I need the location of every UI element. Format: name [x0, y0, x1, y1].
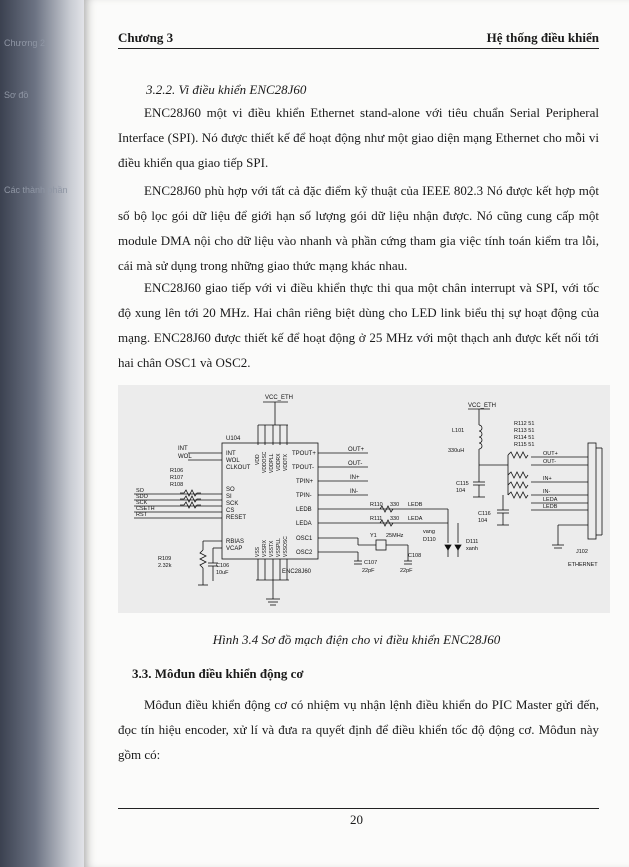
spine-ghost-text: Các thành phần: [4, 185, 68, 195]
ethernet-connector: [588, 443, 596, 539]
paragraph: ENC28J60 một vi điều khiển Ethernet stand-alone với tiêu chuẩn Serial Peripheral Interface (SPI). Nó được thiết kế để hoạt động như một giao diện mạng Ethernet cho mỗi vi điều khiển qua giao tiếp SPI.: [118, 105, 599, 170]
resistor-label: R114 51: [514, 435, 535, 441]
paragraph: ENC28J60 phù hợp với tất cả đặc điểm kỹ thuật của IEEE 802.3 Nó được kết hợp một số bộ lọc gói dữ liệu để giới hạn số lượng gói dữ liệu nhận được. Nó cũng cung cấp một module DMA nội cho dữ liệu vào nhanh và phần cứng tham gia việc tính toán kiểm tra lỗi, cái mà sử dụng trong những giao thức mạng khác nhau.: [118, 183, 599, 273]
ref-designator: R111: [370, 516, 383, 522]
ref-designator: R109: [158, 556, 172, 562]
resistor-label: R113 51: [514, 428, 535, 434]
ref-designator: J102: [576, 549, 588, 555]
ref-designator: C115: [456, 481, 469, 487]
connector-name: ETHERNET: [568, 562, 598, 568]
chapter-label: Chương 3: [118, 30, 174, 45]
resistor-label: R112 51: [514, 421, 535, 427]
net-label: CSETH: [136, 506, 155, 512]
pin-label: RESET: [226, 515, 247, 521]
pin-label: VDDPLL: [269, 453, 275, 473]
component-value: 330: [390, 502, 400, 508]
component-value: 25MHz: [386, 533, 404, 539]
spine-ghost-text: Sơ đồ: [4, 90, 29, 100]
chip-name: ENC28J60: [282, 569, 312, 575]
pin-label: VSSOSC: [283, 536, 289, 557]
net-label: SDO: [136, 494, 148, 500]
pin-label: SO: [226, 487, 235, 493]
net-label: WOL: [178, 454, 192, 460]
net-label: IN+: [543, 476, 552, 482]
pin-label: VDDOSC: [262, 451, 268, 473]
resistor-label: R115 51: [514, 442, 535, 448]
net-label: LEDA: [408, 516, 423, 522]
pin-label: WOL: [226, 458, 240, 464]
pin-label: VSSTX: [269, 540, 275, 557]
pin-label: TPOUT+: [292, 451, 316, 457]
pin-label: LEDB: [296, 507, 312, 513]
chapter-title: Hệ thống điều khiển: [486, 30, 599, 45]
net-label: OUT+: [543, 451, 558, 457]
net-label: IN+: [350, 475, 360, 481]
net-label: SCK: [136, 500, 148, 506]
pin-label: TPOUT-: [292, 465, 314, 471]
net-label: LEDB: [543, 504, 558, 510]
footer-rule: [118, 808, 599, 809]
ref-designator: Y1: [370, 533, 377, 539]
running-header: [118, 30, 599, 49]
pin-label: LEDA: [296, 521, 312, 527]
figure-caption: Hình 3.4 Sơ đồ mạch điện cho vi điều khiển ENC28J60: [212, 632, 501, 647]
net-label: OUT-: [543, 459, 557, 465]
ref-designator: R106: [170, 468, 184, 474]
led-color: vang: [423, 529, 435, 535]
component-value: 330uH: [448, 448, 465, 454]
component-value: 22pF: [400, 568, 413, 574]
pin-label: SCK: [226, 501, 239, 507]
net-label: OUT-: [348, 461, 363, 467]
net-label: OUT+: [348, 447, 365, 453]
led-color: xanh: [466, 546, 478, 552]
pin-label: INT: [226, 451, 236, 457]
pin-label: CS: [226, 508, 235, 514]
ref-designator: D111: [466, 539, 479, 545]
book-spine: [0, 0, 88, 867]
ref-designator: D110: [423, 537, 436, 543]
net-label: SO: [136, 488, 144, 494]
ref-designator: R108: [170, 482, 184, 488]
net-label: RST: [136, 512, 147, 518]
ref-designator: C106: [216, 563, 230, 569]
ref-designator: U104: [226, 436, 241, 442]
net-label: LEDA: [543, 497, 558, 503]
ref-designator: C108: [408, 553, 422, 559]
ref-designator: R107: [170, 475, 184, 481]
pin-label: VSS: [255, 546, 261, 557]
net-label: IN-: [543, 489, 551, 495]
net-label: IN-: [350, 489, 358, 495]
pin-label: RBIAS: [226, 539, 245, 545]
pin-label: SI: [226, 494, 232, 500]
component-value: 104: [478, 518, 488, 524]
spine-ghost-text: Chương 2: [4, 38, 45, 48]
pin-label: VDDTX: [283, 454, 289, 471]
document-page: [84, 0, 629, 867]
ref-designator: C107: [364, 560, 378, 566]
component-value: 10uF: [216, 570, 229, 576]
pin-label: VDD: [255, 454, 261, 465]
net-label: VCC_ETH: [468, 403, 497, 409]
component-value: 22pF: [362, 568, 375, 574]
paragraph: Môđun điều khiển động cơ có nhiệm vụ nhận lệnh điều khiển do PIC Master gửi đến, đọc tín hiệu encoder, xử lí và đưa ra quyết định để điều khiển tốc độ động cơ. Môđun này gồm có:: [118, 697, 599, 762]
subsection-heading: 3.2.2. Vi điều khiển ENC28J60: [146, 82, 307, 97]
net-label: VCC_ETH: [265, 395, 294, 401]
pin-label: VSSPLL: [276, 538, 282, 557]
net-label: LEDB: [408, 502, 423, 508]
component-value: 330: [390, 516, 400, 522]
schematic-svg: [118, 385, 610, 613]
page-number: 20: [350, 812, 363, 827]
pin-label: OSC2: [296, 550, 313, 556]
pin-label: VCAP: [226, 546, 243, 552]
net-label: INT: [178, 446, 188, 452]
pin-label: OSC1: [296, 536, 313, 542]
pin-label: CLKOUT: [226, 465, 251, 471]
pin-label: TPIN-: [296, 493, 312, 499]
component-value: 104: [456, 488, 466, 494]
pin-label: VDDRX: [276, 453, 282, 471]
paragraph: ENC28J60 giao tiếp với vi điều khiển thực thi qua một chân interrupt và SPI, với tốc độ xung lên tới 20 MHz. Hai chân riêng biệt dùng cho LED link biểu thị sự hoạt động của mạng. ENC28J60 được thiết kế để hoạt động ở 25 MHz với một thạch anh được kết nối tới hai chân OSC1 và OSC2.: [118, 280, 599, 370]
ref-designator: C116: [478, 511, 491, 517]
ref-designator: L101: [452, 428, 465, 434]
component-value: 2.32k: [158, 563, 172, 569]
ref-designator: R110: [370, 502, 383, 508]
section-heading: 3.3. Môđun điều khiển động cơ: [132, 666, 304, 681]
pin-label: TPIN+: [296, 479, 314, 485]
pin-label: VSSRX: [262, 540, 268, 557]
circuit-diagram: [118, 385, 610, 613]
